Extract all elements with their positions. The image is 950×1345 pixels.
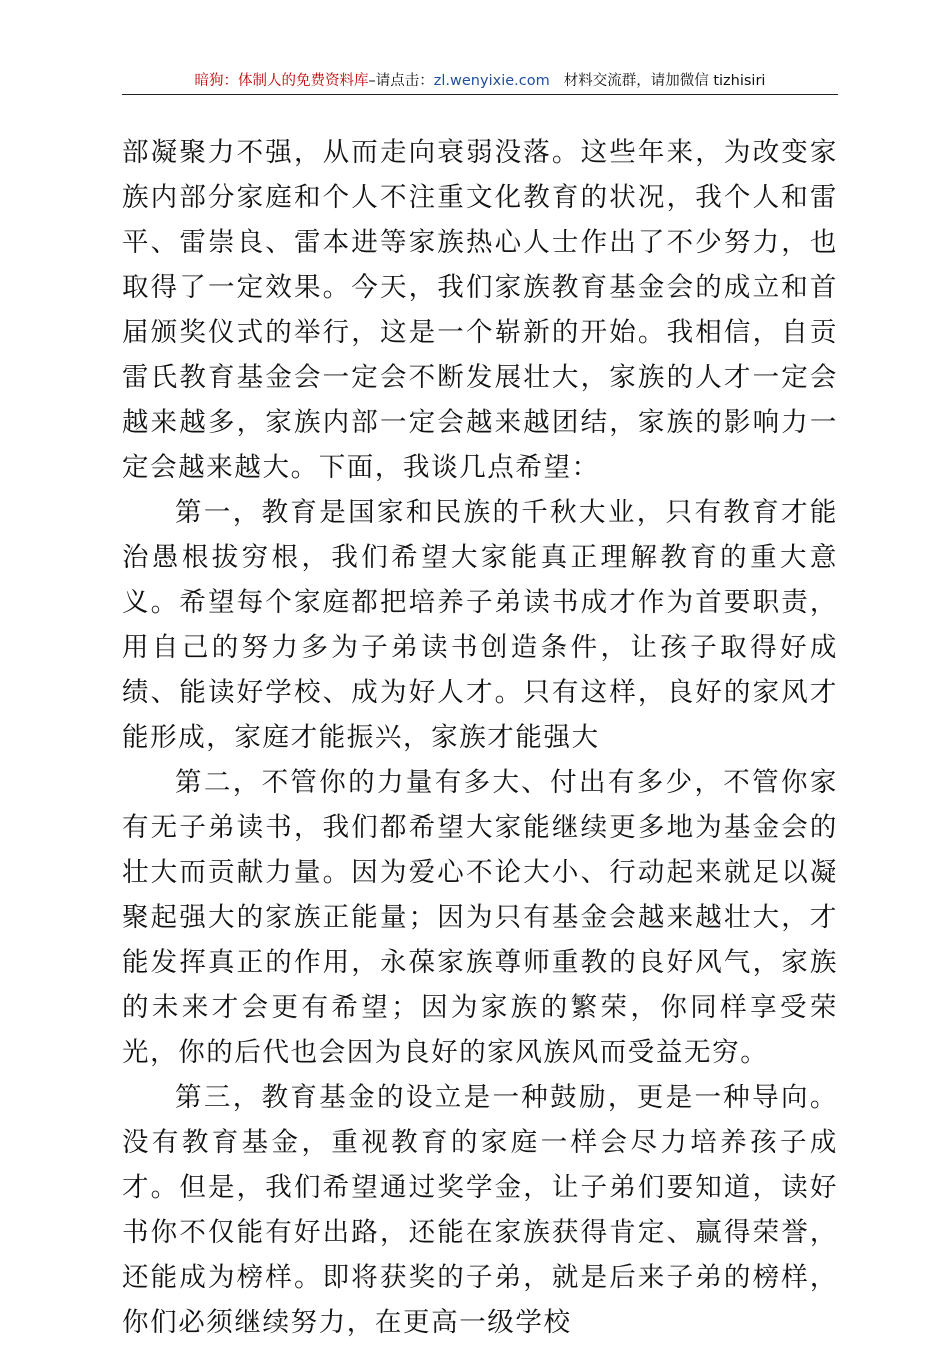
paragraph-third-hope: 第三，教育基金的设立是一种鼓励，更是一种导向。没有教育基金，重视教育的家庭一样会尽力培养孩子成才。但是，我们希望通过奖学金，让子弟们要知道，读好书你不仅能有好出路，还能在家族获得肯定、赢得荣誉，还能成为榜样。即将获奖的子弟，就是后来子弟的榜样，你们必须继续努力，在更高一级学校: [122, 1082, 838, 1338]
page-header: [122, 70, 838, 95]
paragraph-continuation: 部凝聚力不强，从而走向衰弱没落。这些年来，为改变家族内部分家庭和个人不注重文化教育的状况，我个人和雷平、雷崇良、雷本进等家族热心人士作出了不少努力，也取得了一定效果。今天，我们家族教育基金会的成立和首届颁奖仪式的举行，这是一个崭新的开始。我相信，自贡雷氏教育基金会一定会不断发展壮大，家族的人才一定会越来越多，家族内部一定会越来越团结，家族的影响力一定会越来越大。下面，我谈几点希望：: [122, 137, 838, 483]
header-contact-text: 材料交流群，请加微信 tizhisiri: [563, 73, 766, 89]
paragraph-first-hope: 第一，教育是国家和民族的千秋大业，只有教育才能治愚根拔穷根，我们希望大家能真正理解教育的重大意义。希望每个家庭都把培养子弟读书成才作为首要职责，用自己的努力多为子弟读书创造条件，让孩子取得好成绩、能读好学校、成为好人才。只有这样，良好的家风才能形成，家庭才能振兴，家族才能强大: [122, 497, 838, 753]
header-link-label: –请点击：: [368, 73, 434, 89]
paragraph-second-hope: 第二，不管你的力量有多大、付出有多少，不管你家有无子弟读书，我们都希望大家能继续更多地为基金会的壮大而贡献力量。因为爱心不论大小、行动起来就足以凝聚起强大的家族正能量；因为只有基金会越来越壮大，才能发挥真正的作用，永葆家族尊师重教的良好风气，家族的未来才会更有希望；因为家族的繁荣，你同样享受荣光，你的后代也会因为良好的家风族风而受益无穷。: [122, 767, 838, 1068]
header-brand-text: 暗狗：体制人的免费资料库: [194, 73, 369, 89]
document-body: [122, 130, 838, 1345]
header-url-link[interactable]: zl.wenyixie.com: [433, 73, 550, 89]
